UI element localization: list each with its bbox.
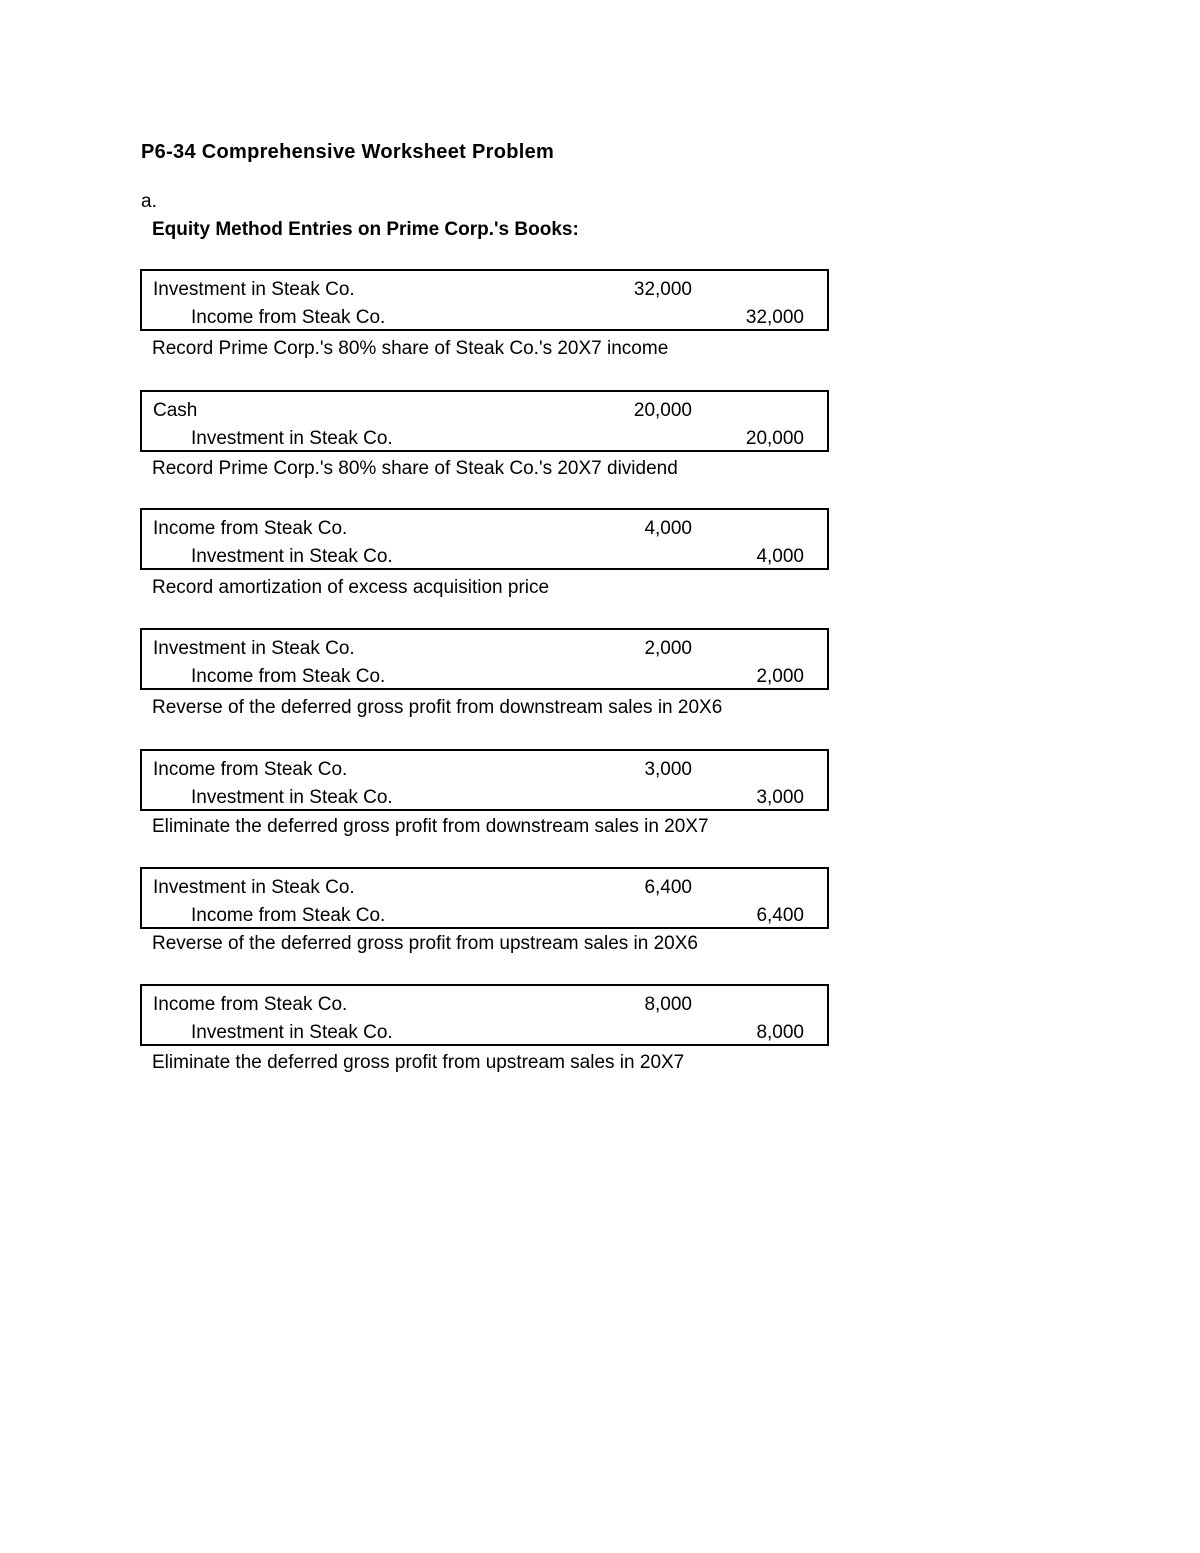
credit-amount: 20,000 (745, 428, 804, 449)
journal-entry (140, 269, 829, 331)
debit-account: Investment in Steak Co. (153, 877, 355, 898)
credit-amount: 3,000 (756, 787, 804, 808)
entry-explanation: Reverse of the deferred gross profit from downstream sales in 20X6 (152, 697, 723, 718)
journal-entry (140, 508, 829, 570)
journal-entry (140, 628, 829, 690)
debit-account: Income from Steak Co. (153, 759, 348, 780)
credit-account: Investment in Steak Co. (191, 787, 393, 808)
credit-account: Income from Steak Co. (191, 905, 386, 926)
debit-amount: 32,000 (633, 279, 692, 300)
credit-account: Investment in Steak Co. (191, 428, 393, 449)
debit-amount: 8,000 (644, 994, 692, 1015)
debit-amount: 6,400 (644, 877, 692, 898)
document-title: P6-34 Comprehensive Worksheet Problem (141, 141, 555, 163)
section-heading: Equity Method Entries on Prime Corp.'s Books: (152, 219, 579, 240)
debit-amount: 4,000 (644, 518, 692, 539)
debit-account: Investment in Steak Co. (153, 638, 355, 659)
entry-explanation: Record Prime Corp.'s 80% share of Steak Co.'s 20X7 dividend (152, 458, 678, 479)
credit-account: Investment in Steak Co. (191, 1022, 393, 1043)
credit-amount: 32,000 (745, 307, 804, 328)
credit-amount: 2,000 (756, 666, 804, 687)
credit-amount: 6,400 (756, 905, 804, 926)
debit-account: Investment in Steak Co. (153, 279, 355, 300)
debit-amount: 20,000 (633, 400, 692, 421)
journal-entry (140, 984, 829, 1046)
entry-explanation: Record Prime Corp.'s 80% share of Steak Co.'s 20X7 income (152, 338, 669, 359)
debit-account: Cash (153, 400, 198, 421)
entry-explanation: Eliminate the deferred gross profit from downstream sales in 20X7 (152, 816, 709, 837)
entry-explanation: Record amortization of excess acquisition price (152, 577, 550, 598)
part-label: a. (141, 191, 157, 212)
credit-account: Income from Steak Co. (191, 307, 386, 328)
entry-explanation: Reverse of the deferred gross profit from upstream sales in 20X6 (152, 933, 698, 954)
debit-account: Income from Steak Co. (153, 518, 348, 539)
credit-amount: 4,000 (756, 546, 804, 567)
debit-amount: 3,000 (644, 759, 692, 780)
credit-account: Investment in Steak Co. (191, 546, 393, 567)
credit-account: Income from Steak Co. (191, 666, 386, 687)
debit-account: Income from Steak Co. (153, 994, 348, 1015)
credit-amount: 8,000 (756, 1022, 804, 1043)
journal-entry (140, 390, 829, 452)
journal-entry (140, 867, 829, 929)
journal-entry (140, 749, 829, 811)
debit-amount: 2,000 (644, 638, 692, 659)
entry-explanation: Eliminate the deferred gross profit from upstream sales in 20X7 (152, 1052, 685, 1073)
